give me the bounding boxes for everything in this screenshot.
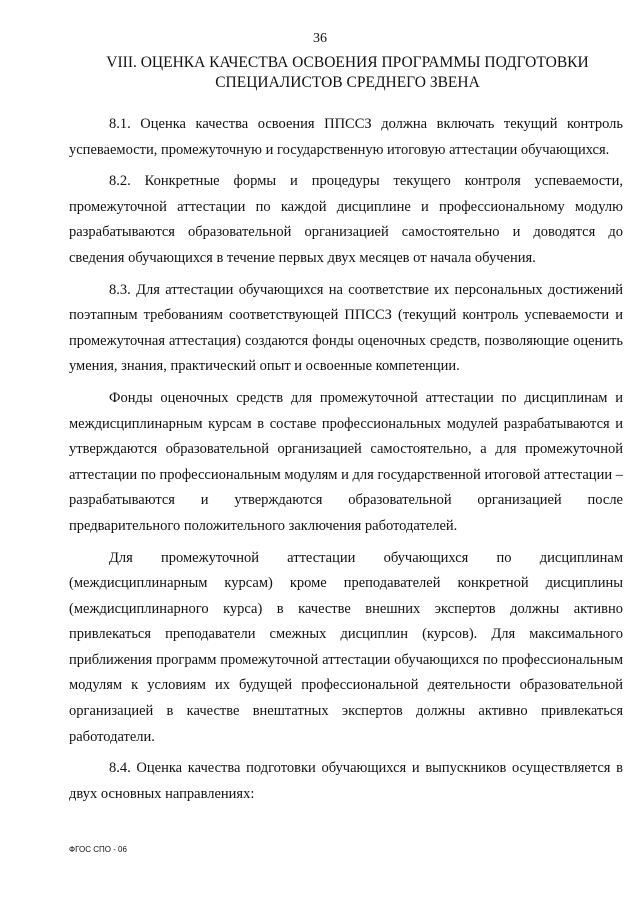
section-heading-line-1: VIII. ОЦЕНКА КАЧЕСТВА ОСВОЕНИЯ ПРОГРАММЫ ПОДГОТОВКИ bbox=[106, 54, 589, 71]
paragraph-8-4: 8.4. Оценка качества подготовки обучающихся и выпускников осуществляется в двух основных направлениях: bbox=[69, 760, 623, 802]
paragraph-assessment-funds: Фонды оценочных средств для промежуточной аттестации по дисциплинам и междисциплинарным курсам в составе профессиональных модулей разрабатываются и утверждаются образовательной организацией самостоятельно, а для промежуточной аттестации по профессиональным модулям и для государственной итоговой аттестации – разрабатываются и утверждаются образовательной организацией после предварительного положительного заключения работодателей. bbox=[69, 389, 623, 534]
section-heading-line-2: СПЕЦИАЛИСТОВ СРЕДНЕГО ЗВЕНА bbox=[215, 74, 480, 91]
paragraph-8-1: 8.1. Оценка качества освоения ППССЗ должна включать текущий контроль успеваемости, промежуточную и государственную итоговую аттестации обучающихся. bbox=[69, 116, 623, 158]
document-body bbox=[69, 112, 623, 813]
page-number: 36 bbox=[313, 31, 327, 46]
paragraph-intermediate-attestation: Для промежуточной аттестации обучающихся по дисциплинам (междисциплинарным курсам) кроме преподавателей конкретной дисциплины (междисциплинарного курса) в качестве внешних экспертов должны активно привлекаться преподаватели смежных дисциплин (курсов). Для максимального приближения программ промежуточной аттестации обучающихся по профессиональным модулям к условиям их будущей профессиональной деятельности образовательной организацией в качестве внештатных экспертов должны активно привлекаться работодатели. bbox=[69, 549, 623, 745]
paragraph-8-2: 8.2. Конкретные формы и процедуры текущего контроля успеваемости, промежуточной аттестации по каждой дисциплине и профессиональному модулю разрабатываются образовательной организацией самостоятельно и доводятся до сведения обучающихся в течение первых двух месяцев от начала обучения. bbox=[69, 173, 623, 266]
footer-standard-code: ФГОС СПО - 06 bbox=[69, 845, 127, 854]
paragraph-8-3: 8.3. Для аттестации обучающихся на соответствие их персональных достижений поэтапным требованиям соответствующей ППССЗ (текущий контроль успеваемости и промежуточная аттестация) создаются фонды оценочных средств, позволяющие оценить умения, знания, практический опыт и освоенные компетенции. bbox=[69, 281, 623, 375]
